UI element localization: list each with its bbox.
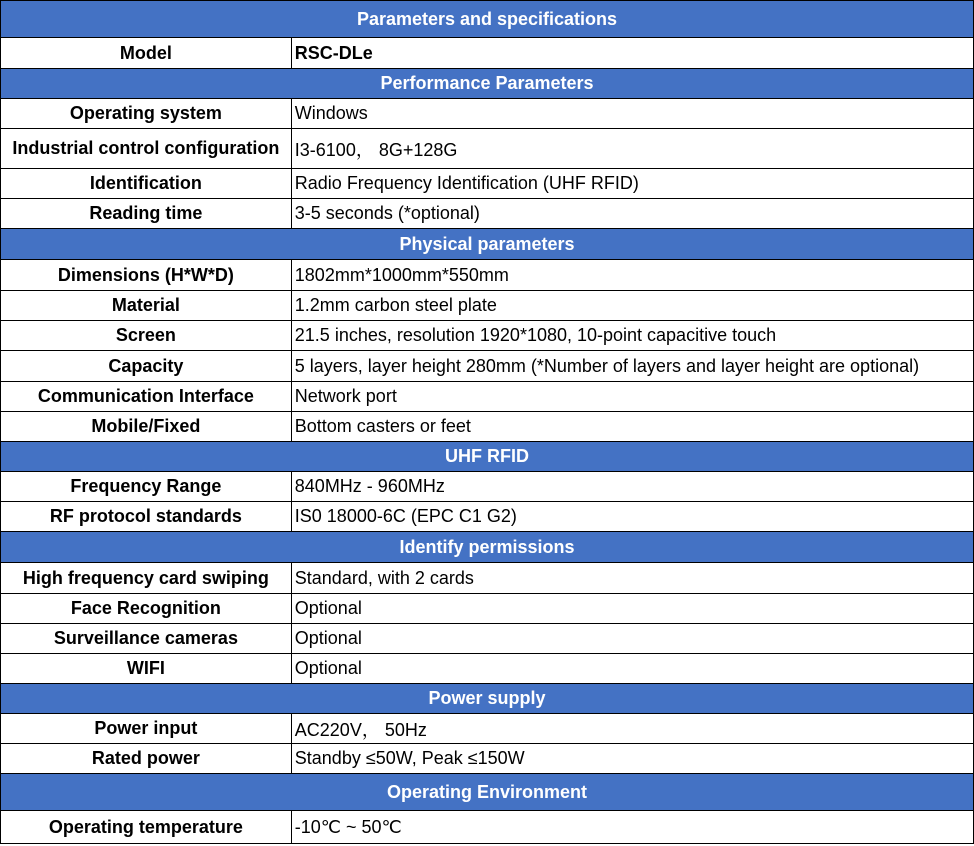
table-row: [1, 169, 974, 199]
row-value: 3-5 seconds (*optional): [291, 199, 973, 229]
row-value: Standby ≤50W, Peak ≤150W: [291, 744, 973, 774]
table-row: [1, 624, 974, 654]
row-value: 1802mm*1000mm*550mm: [291, 260, 973, 291]
row-label: Surveillance cameras: [1, 624, 292, 654]
row-value: 21.5 inches, resolution 1920*1080, 10-point capacitive touch: [291, 321, 973, 351]
row-value: Optional: [291, 654, 973, 684]
row-value: I3-6100， 8G+128G: [291, 129, 973, 169]
table-row: [1, 129, 974, 169]
table-row: [1, 744, 974, 774]
row-value: Radio Frequency Identification (UHF RFID): [291, 169, 973, 199]
row-label: Industrial control configuration: [1, 129, 292, 169]
table-row: [1, 321, 974, 351]
row-label: Power input: [1, 714, 292, 744]
row-label: Screen: [1, 321, 292, 351]
row-label: Frequency Range: [1, 472, 292, 502]
model-value: RSC-DLe: [291, 38, 973, 69]
section-header-row: [1, 774, 974, 811]
row-value: Bottom casters or feet: [291, 412, 973, 442]
section-header-row: [1, 532, 974, 563]
row-label: Dimensions (H*W*D): [1, 260, 292, 291]
row-label: WIFI: [1, 654, 292, 684]
section-header: Power supply: [1, 684, 974, 714]
row-value: AC220V， 50Hz: [291, 714, 973, 744]
row-label: Reading time: [1, 199, 292, 229]
section-header-row: [1, 229, 974, 260]
row-value: 840MHz - 960MHz: [291, 472, 973, 502]
row-label: RF protocol standards: [1, 502, 292, 532]
table-row: [1, 382, 974, 412]
table-row: [1, 811, 974, 844]
row-label: Operating system: [1, 99, 292, 129]
row-value: -10℃ ~ 50℃: [291, 811, 973, 844]
row-label: Operating temperature: [1, 811, 292, 844]
row-value: IS0 18000-6C (EPC C1 G2): [291, 502, 973, 532]
row-value: Standard, with 2 cards: [291, 563, 973, 594]
table-row: [1, 654, 974, 684]
section-header: UHF RFID: [1, 442, 974, 472]
table-row: [1, 412, 974, 442]
table-row: [1, 594, 974, 624]
row-label: Rated power: [1, 744, 292, 774]
table-row: [1, 714, 974, 744]
section-header-row: [1, 442, 974, 472]
section-header: Performance Parameters: [1, 69, 974, 99]
section-header-row: [1, 684, 974, 714]
row-label: Capacity: [1, 351, 292, 382]
section-header: Operating Environment: [1, 774, 974, 811]
table-row: [1, 563, 974, 594]
section-header: Physical parameters: [1, 229, 974, 260]
table-row: [1, 260, 974, 291]
row-value: Network port: [291, 382, 973, 412]
section-header-row: [1, 69, 974, 99]
table-row: [1, 502, 974, 532]
table-row: [1, 199, 974, 229]
row-label: Communication Interface: [1, 382, 292, 412]
row-value: Optional: [291, 594, 973, 624]
section-header: Identify permissions: [1, 532, 974, 563]
row-label: High frequency card swiping: [1, 563, 292, 594]
table-title: Parameters and specifications: [1, 1, 974, 38]
model-label: Model: [1, 38, 292, 69]
table-title-row: [1, 1, 974, 38]
table-row: [1, 291, 974, 321]
row-value: Windows: [291, 99, 973, 129]
table-row: [1, 351, 974, 382]
table-row: [1, 99, 974, 129]
row-label: Identification: [1, 169, 292, 199]
table-row: [1, 472, 974, 502]
row-label: Mobile/Fixed: [1, 412, 292, 442]
row-label: Material: [1, 291, 292, 321]
row-value: 5 layers, layer height 280mm (*Number of layers and layer height are optional): [291, 351, 973, 382]
row-value: Optional: [291, 624, 973, 654]
row-label: Face Recognition: [1, 594, 292, 624]
spec-table-body: [1, 1, 974, 844]
row-value: 1.2mm carbon steel plate: [291, 291, 973, 321]
model-row: [1, 38, 974, 69]
